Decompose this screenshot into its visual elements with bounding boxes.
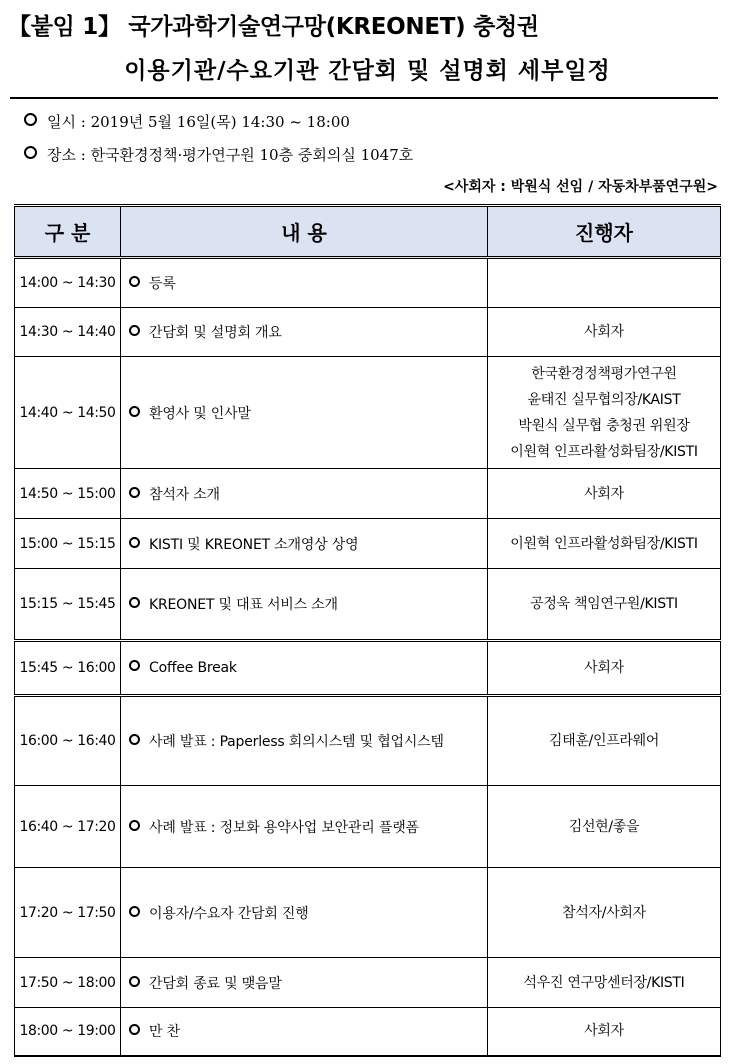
table-row [15, 958, 721, 1008]
row-time: 15:15 ~ 15:45 [15, 569, 121, 641]
circle-bullet-icon [129, 487, 140, 498]
row-time: 14:00 ~ 14:30 [15, 258, 121, 308]
table-row [15, 357, 721, 469]
info-place [24, 144, 413, 165]
table-header-row [15, 206, 721, 258]
row-content: KREONET 및 대표 서비스 소개 [149, 597, 338, 613]
table-row [15, 519, 721, 569]
table-row [15, 469, 721, 519]
row-time: 15:00 ~ 15:15 [15, 519, 121, 569]
header-category: 구 분 [15, 206, 121, 258]
row-presenter: 석우진 연구망센터장/KISTI [488, 958, 721, 1008]
row-content: 사례 발표 : 정보화 용약사업 보안관리 플랫폼 [149, 819, 419, 836]
circle-bullet-icon [24, 113, 37, 126]
circle-bullet-icon [129, 976, 140, 987]
row-presenter: 이원혁 인프라활성화팀장/KISTI [488, 519, 721, 569]
row-time: 16:00 ~ 16:40 [15, 696, 121, 786]
row-content-cell [121, 786, 488, 868]
row-time: 15:45 ~ 16:00 [15, 641, 121, 696]
row-content: 이용자/수요자 간담회 진행 [149, 905, 309, 922]
circle-bullet-icon [129, 325, 140, 336]
header-content: 내 용 [121, 206, 488, 258]
row-content-cell [121, 258, 488, 308]
table-row [15, 641, 721, 696]
row-presenter: 김태훈/인프라웨어 [488, 696, 721, 786]
row-presenter: 사회자 [488, 641, 721, 696]
row-content: 간담회 및 설명회 개요 [149, 325, 282, 341]
document-title-line1: 【붙임 1】 국가과학기술연구망(KREONET) 충청권 [8, 14, 539, 40]
row-presenter [488, 258, 721, 308]
row-time: 16:40 ~ 17:20 [15, 786, 121, 868]
row-content: 사례 발표 : Paperless 회의시스템 및 협업시스템 [149, 734, 444, 750]
row-presenter: 사회자 [488, 308, 721, 357]
row-content-cell [121, 519, 488, 569]
info-date-text: 일시 : 2019년 5월 16일(목) 14:30 ~ 18:00 [47, 113, 350, 131]
info-date [24, 111, 350, 132]
row-content-cell [121, 357, 488, 469]
circle-bullet-icon [129, 660, 140, 671]
circle-bullet-icon [129, 597, 140, 608]
row-presenter: 참석자/사회자 [488, 868, 721, 958]
header-presenter: 진행자 [488, 206, 721, 258]
row-content-cell [121, 958, 488, 1008]
moderator-note: <사회자 : 박원식 선임 / 자동차부품연구원> [443, 179, 718, 195]
row-presenter: 김선현/좋을 [488, 786, 721, 868]
table-row [15, 258, 721, 308]
row-presenter: 공정욱 책임연구원/KISTI [488, 569, 721, 641]
circle-bullet-icon [129, 1024, 140, 1035]
table-row [15, 868, 721, 958]
info-place-text: 장소 : 한국환경정책·평가연구원 10층 중회의실 1047호 [47, 146, 414, 164]
row-time: 17:20 ~ 17:50 [15, 868, 121, 958]
circle-bullet-icon [24, 146, 37, 159]
row-content: 간담회 종료 및 맺음말 [149, 975, 282, 992]
row-time: 14:30 ~ 14:40 [15, 308, 121, 357]
info-section [10, 97, 718, 172]
table-row [15, 308, 721, 357]
row-content-cell [121, 469, 488, 519]
row-content: Coffee Break [149, 660, 237, 676]
circle-bullet-icon [129, 406, 140, 417]
circle-bullet-icon [129, 906, 140, 917]
document-title-line2: 이용기관/수요기관 간담회 및 설명회 세부일정 [124, 58, 611, 84]
schedule-table [14, 204, 721, 1057]
row-presenter: 한국환경정책평가연구원 윤태진 실무협의장/KAIST 박원식 실무협 충청권 위원장 이원혁 인프라활성화팀장/KISTI [488, 357, 721, 469]
row-content-cell [121, 1008, 488, 1056]
row-content-cell [121, 308, 488, 357]
row-presenter: 사회자 [488, 1008, 721, 1056]
circle-bullet-icon [129, 276, 140, 287]
row-content-cell [121, 641, 488, 696]
row-time: 18:00 ~ 19:00 [15, 1008, 121, 1056]
table-row [15, 786, 721, 868]
row-content: 만 찬 [149, 1024, 180, 1041]
row-time: 17:50 ~ 18:00 [15, 958, 121, 1008]
row-content: 등록 [149, 276, 176, 292]
circle-bullet-icon [129, 734, 140, 745]
row-content-cell [121, 868, 488, 958]
table-row [15, 696, 721, 786]
circle-bullet-icon [129, 820, 140, 831]
row-content-cell [121, 696, 488, 786]
row-presenter: 사회자 [488, 469, 721, 519]
table-row [15, 569, 721, 641]
row-content: KISTI 및 KREONET 소개영상 상영 [149, 536, 359, 553]
row-time: 14:50 ~ 15:00 [15, 469, 121, 519]
row-content-cell [121, 569, 488, 641]
row-time: 14:40 ~ 14:50 [15, 357, 121, 469]
circle-bullet-icon [129, 537, 140, 548]
row-content: 환영사 및 인사말 [149, 405, 251, 422]
table-row [15, 1008, 721, 1056]
row-content: 참석자 소개 [149, 486, 220, 503]
